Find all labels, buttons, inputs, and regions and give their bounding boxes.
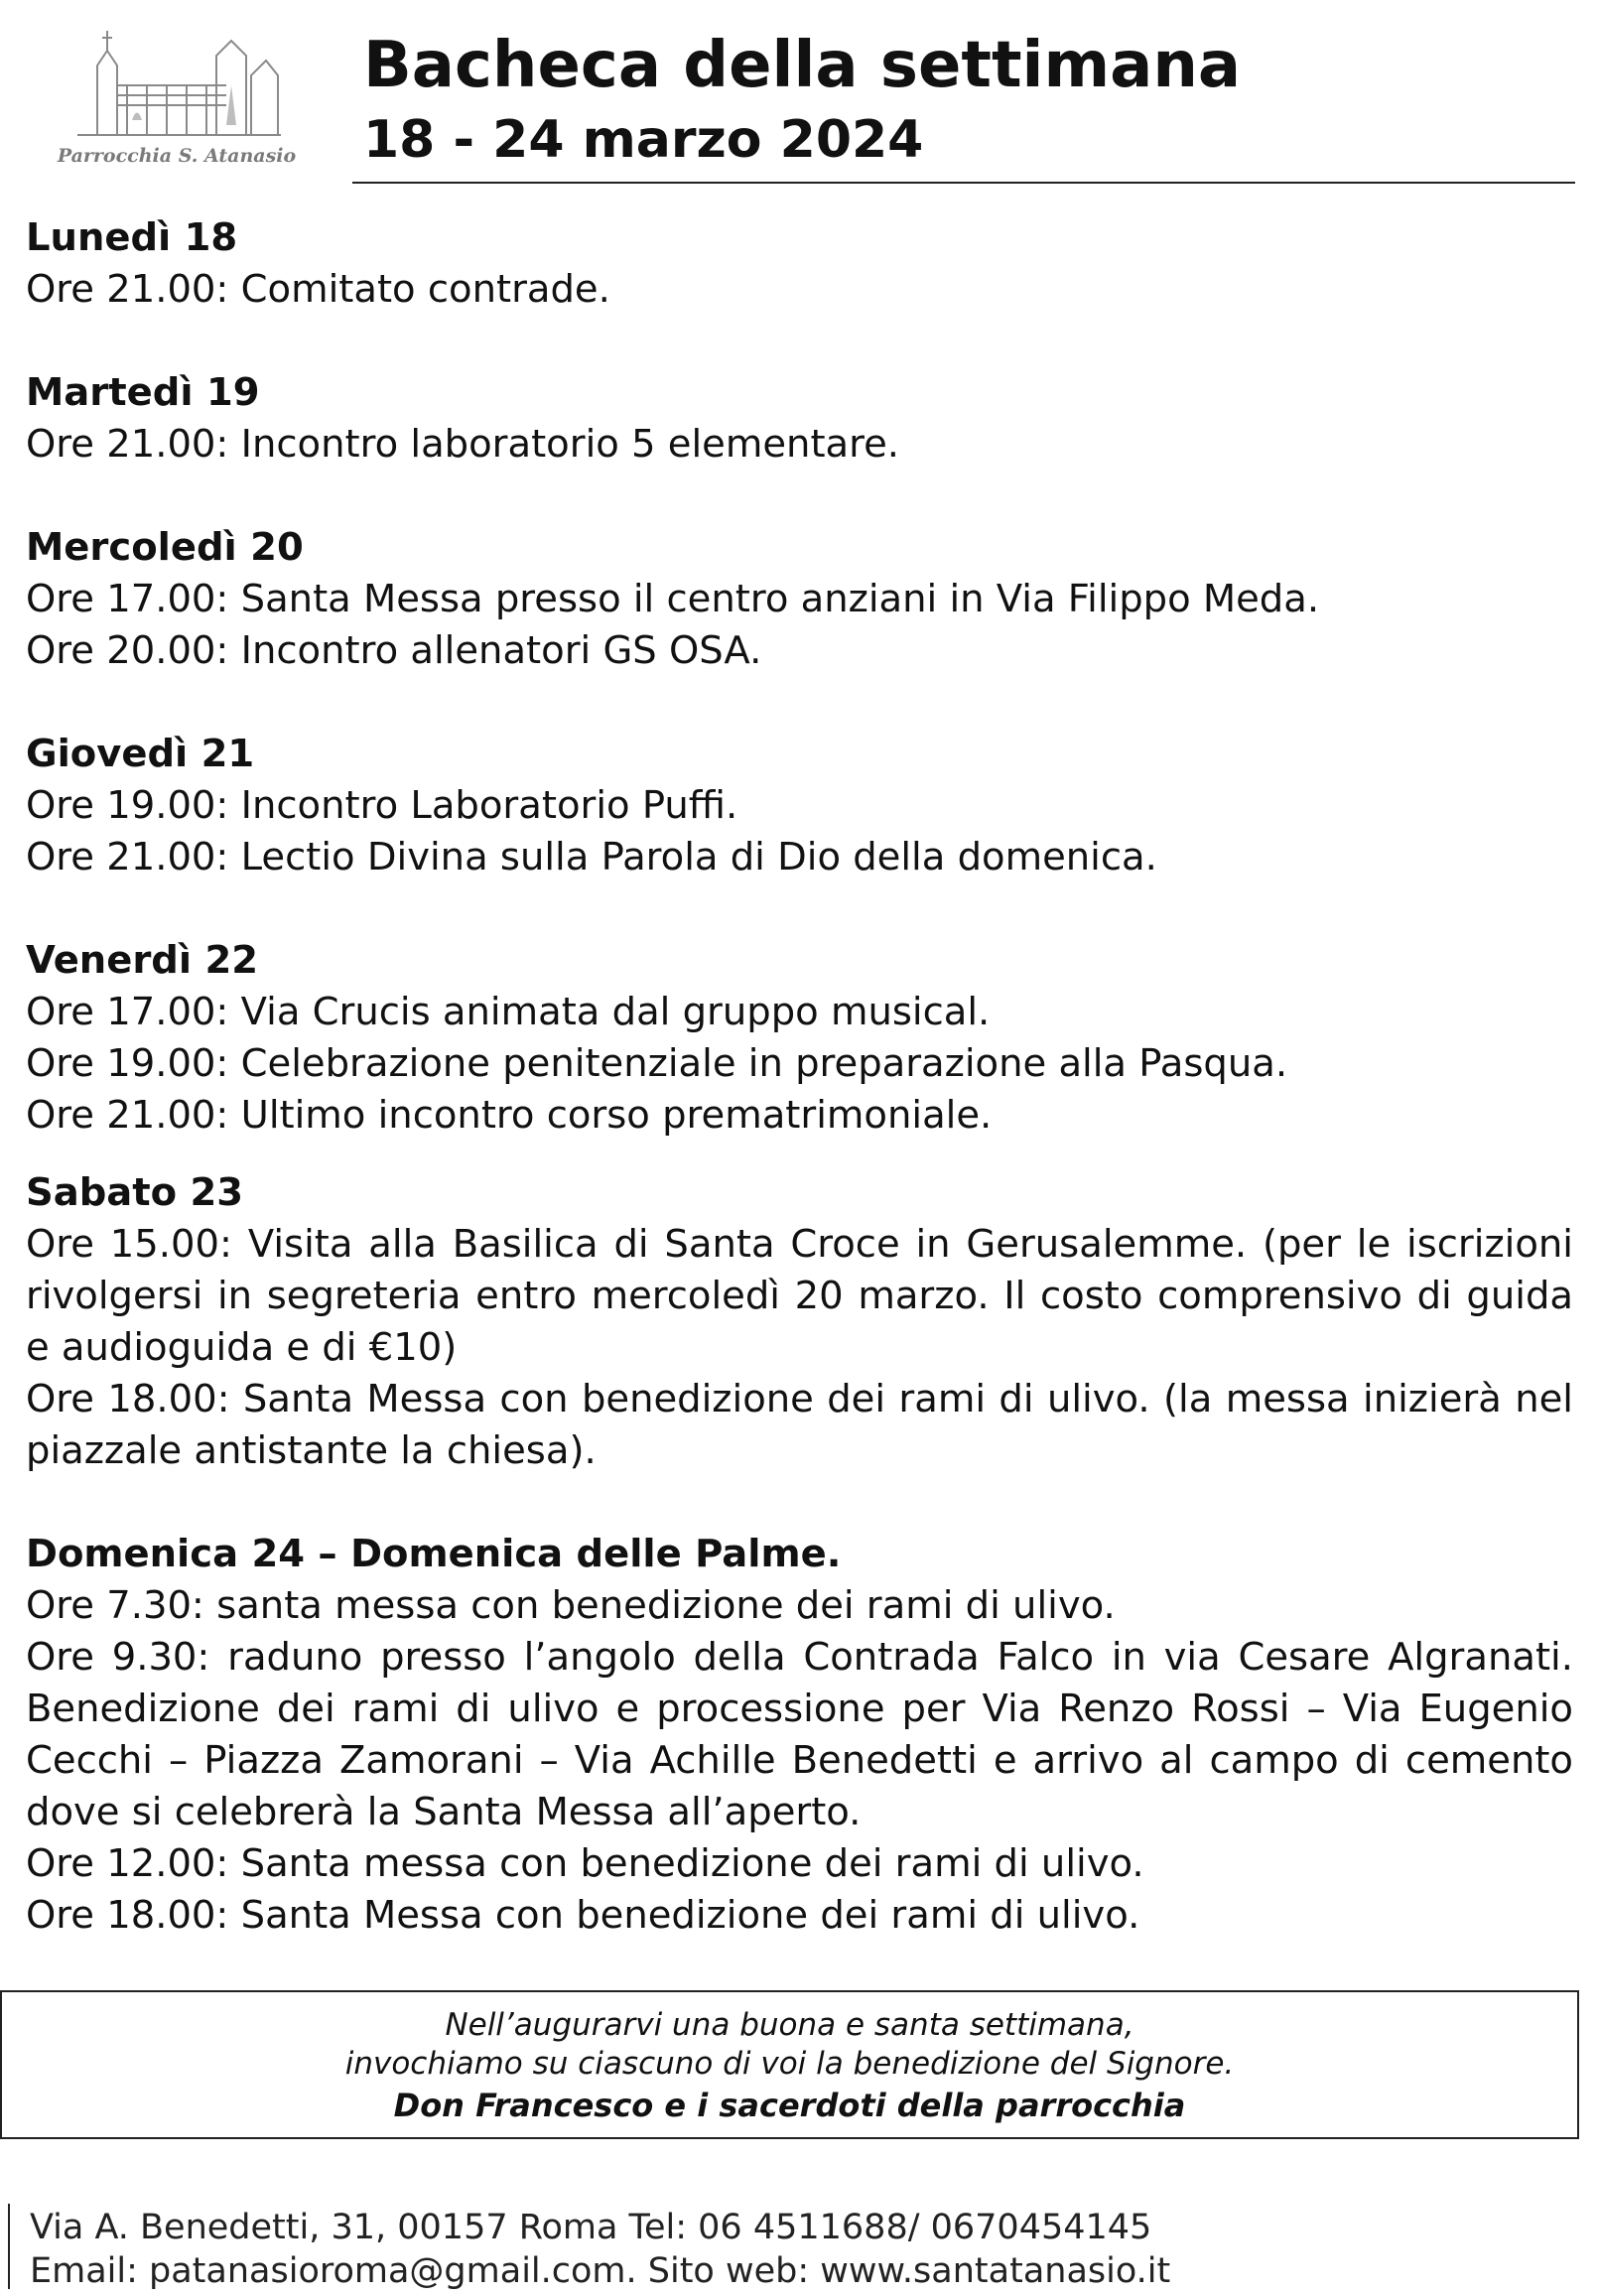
day-title: Martedì 19 <box>26 370 260 415</box>
footer-contact: Email: patanasioroma@gmail.com. Sito web: www.santatanasio.it <box>30 2251 1171 2291</box>
schedule-entry: Ore 7.30: santa messa con benedizione dei rami di ulivo. <box>26 1583 1116 1628</box>
schedule-entry: Ore 12.00: Santa messa con benedizione dei rami di ulivo. <box>26 1841 1144 1886</box>
schedule-entry: Ore 17.00: Via Crucis animata dal gruppo musical. <box>26 990 991 1034</box>
day-section-saturday <box>26 1167 1573 1477</box>
schedule-entry: Ore 18.00: Santa Messa con benedizione dei rami di ulivo. (la messa inizierà nel piazzale antistante la chiesa). <box>26 1377 1573 1473</box>
schedule-entry: Ore 21.00: Comitato contrade. <box>26 267 610 312</box>
day-section-wednesday <box>26 522 1573 677</box>
schedule-entry: Ore 15.00: Visita alla Basilica di Santa Croce in Gerusalemme. (per le iscrizioni rivolgersi in segreteria entro mercoledì 20 marzo. Il costo comprensivo di guida e audioguida e di €10) <box>26 1222 1573 1370</box>
closing-message-box <box>0 1990 1579 2139</box>
schedule-entry: Ore 9.30: raduno presso l’angolo della Contrada Falco in via Cesare Algranati. Benedizione dei rami di ulivo e processione per Via Renzo Rossi – Via Eugenio Cecchi – Piazza Zamorani – Via Achille Benedetti e arrivo al campo di cemento dove si celebrerà la Santa Messa all’aperto. <box>26 1635 1573 1834</box>
schedule-entry: Ore 17.00: Santa Messa presso il centro anziani in Via Filippo Meda. <box>26 577 1320 621</box>
schedule-entry: Ore 21.00: Lectio Divina sulla Parola di Dio della domenica. <box>26 835 1157 879</box>
parish-logo <box>28 26 326 175</box>
day-title: Giovedì 21 <box>26 732 255 776</box>
church-sketch-icon <box>67 26 286 145</box>
page-title: Bacheca della settimana <box>363 29 1242 102</box>
day-title: Mercoledì 20 <box>26 525 304 570</box>
date-range: 18 - 24 marzo 2024 <box>363 110 924 170</box>
schedule-entry: Ore 21.00: Ultimo incontro corso prematrimoniale. <box>26 1093 993 1138</box>
day-section-monday <box>26 212 1573 316</box>
schedule-entry: Ore 19.00: Celebrazione penitenziale in preparazione alla Pasqua. <box>26 1041 1288 1086</box>
schedule-entry: Ore 18.00: Santa Messa con benedizione dei rami di ulivo. <box>26 1893 1140 1938</box>
footer-divider <box>8 2204 10 2289</box>
schedule-entry: Ore 20.00: Incontro allenatori GS OSA. <box>26 628 762 673</box>
day-section-friday <box>26 935 1573 1142</box>
footer-address: Via A. Benedetti, 31, 00157 Roma Tel: 06 4511688/ 0670454145 <box>30 2208 1152 2247</box>
closing-line: invochiamo su ciascuno di voi la benedizione del Signore. <box>344 2046 1235 2082</box>
header-divider <box>352 182 1575 184</box>
day-title: Domenica 24 – Domenica delle Palme. <box>26 1532 842 1576</box>
logo-caption: Parrocchia S. Atanasio <box>57 145 297 167</box>
day-title: Venerdì 22 <box>26 938 259 983</box>
closing-signature: Don Francesco e i sacerdoti della parrocchia <box>393 2087 1186 2124</box>
day-title: Lunedì 18 <box>26 215 238 260</box>
schedule-entry: Ore 19.00: Incontro Laboratorio Puffi. <box>26 783 738 828</box>
day-section-thursday <box>26 729 1573 883</box>
day-section-tuesday <box>26 367 1573 471</box>
footer-contacts <box>30 2206 1170 2293</box>
closing-line: Nell’augurarvi una buona e santa settimana, <box>445 2007 1134 2043</box>
day-title: Sabato 23 <box>26 1170 244 1215</box>
weekly-schedule <box>26 212 1573 1993</box>
schedule-entry: Ore 21.00: Incontro laboratorio 5 elementare. <box>26 422 900 467</box>
day-section-sunday <box>26 1529 1573 1942</box>
